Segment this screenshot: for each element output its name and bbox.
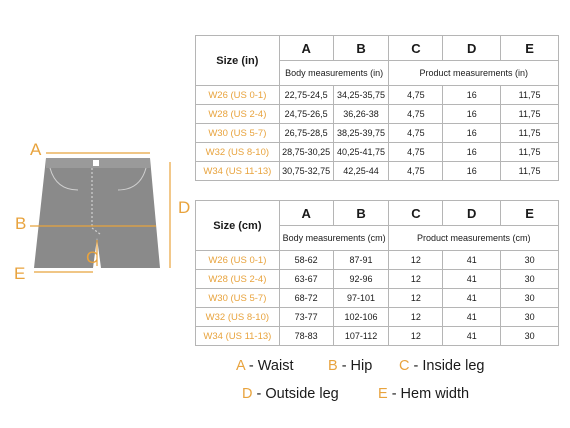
shorts-illustration bbox=[0, 0, 200, 300]
legend-key-d: D bbox=[242, 386, 253, 402]
cell-b: 97-101 bbox=[333, 289, 389, 308]
cell-d: 41 bbox=[443, 327, 501, 346]
button bbox=[93, 160, 99, 166]
legend-waist bbox=[236, 358, 293, 374]
col-header-d: D bbox=[443, 201, 501, 226]
cell-e: 11,75 bbox=[501, 124, 559, 143]
size-label: W26 (US 0-1) bbox=[196, 251, 280, 270]
cell-c: 12 bbox=[389, 270, 443, 289]
cell-e: 30 bbox=[501, 270, 559, 289]
cell-c: 12 bbox=[389, 251, 443, 270]
size-label: W26 (US 0-1) bbox=[196, 86, 280, 105]
cell-d: 41 bbox=[443, 308, 501, 327]
col-header-c: C bbox=[389, 201, 443, 226]
size-header: Size (cm) bbox=[196, 201, 280, 251]
cell-a: 68-72 bbox=[279, 289, 333, 308]
table-row bbox=[196, 270, 559, 289]
col-header-b: B bbox=[333, 36, 389, 61]
cell-e: 30 bbox=[501, 251, 559, 270]
cell-c: 4,75 bbox=[389, 86, 443, 105]
product-measurements-header: Product measurements (cm) bbox=[389, 226, 559, 251]
cell-d: 41 bbox=[443, 270, 501, 289]
cell-a: 24,75-26,5 bbox=[279, 105, 333, 124]
cell-b: 36,26-38 bbox=[333, 105, 389, 124]
legend-hem-width bbox=[378, 386, 469, 402]
cell-c: 4,75 bbox=[389, 162, 443, 181]
cell-a: 78-83 bbox=[279, 327, 333, 346]
cell-c: 12 bbox=[389, 289, 443, 308]
cell-a: 26,75-28,5 bbox=[279, 124, 333, 143]
cell-d: 41 bbox=[443, 251, 501, 270]
body-measurements-header: Body measurements (cm) bbox=[279, 226, 389, 251]
cell-a: 58-62 bbox=[279, 251, 333, 270]
legend-text-d: - Outside leg bbox=[252, 386, 339, 402]
letter-c: C bbox=[86, 248, 99, 267]
cell-d: 16 bbox=[443, 162, 501, 181]
cell-e: 11,75 bbox=[501, 105, 559, 124]
letter-b: B bbox=[15, 214, 27, 233]
cell-e: 30 bbox=[501, 289, 559, 308]
size-label: W34 (US 11-13) bbox=[196, 162, 280, 181]
size-label: W32 (US 8-10) bbox=[196, 143, 280, 162]
table-row bbox=[196, 143, 559, 162]
cell-c: 12 bbox=[389, 327, 443, 346]
cell-e: 11,75 bbox=[501, 143, 559, 162]
cell-a: 30,75-32,75 bbox=[279, 162, 333, 181]
cell-a: 22,75-24,5 bbox=[279, 86, 333, 105]
legend-text-a: - Waist bbox=[244, 358, 294, 374]
cell-c: 4,75 bbox=[389, 143, 443, 162]
legend-hip bbox=[328, 358, 372, 374]
col-header-a: A bbox=[279, 36, 333, 61]
cell-d: 16 bbox=[443, 86, 501, 105]
letter-d: D bbox=[178, 198, 191, 217]
table-row bbox=[196, 327, 559, 346]
cell-c: 4,75 bbox=[389, 105, 443, 124]
cell-e: 11,75 bbox=[501, 86, 559, 105]
legend-outside-leg bbox=[242, 386, 339, 402]
cell-b: 92-96 bbox=[333, 270, 389, 289]
size-label: W30 (US 5-7) bbox=[196, 289, 280, 308]
cell-e: 30 bbox=[501, 308, 559, 327]
cell-b: 42,25-44 bbox=[333, 162, 389, 181]
legend-key-a: A bbox=[236, 358, 245, 374]
cell-d: 16 bbox=[443, 124, 501, 143]
legend-key-e: E bbox=[378, 386, 388, 402]
table-row bbox=[196, 105, 559, 124]
table-row bbox=[196, 289, 559, 308]
size-label: W28 (US 2-4) bbox=[196, 105, 280, 124]
cell-d: 16 bbox=[443, 143, 501, 162]
table-row bbox=[196, 162, 559, 181]
body-measurements-header: Body measurements (in) bbox=[279, 61, 389, 86]
size-label: W30 (US 5-7) bbox=[196, 124, 280, 143]
size-label: W34 (US 11-13) bbox=[196, 327, 280, 346]
col-header-e: E bbox=[501, 201, 559, 226]
cell-e: 11,75 bbox=[501, 162, 559, 181]
legend-text-e: - Hem width bbox=[387, 386, 470, 402]
cell-a: 73-77 bbox=[279, 308, 333, 327]
letter-a: A bbox=[30, 140, 42, 159]
cell-d: 16 bbox=[443, 105, 501, 124]
product-measurements-header: Product measurements (in) bbox=[389, 61, 559, 86]
cell-b: 38,25-39,75 bbox=[333, 124, 389, 143]
size-table-cm bbox=[195, 200, 559, 346]
col-header-a: A bbox=[279, 201, 333, 226]
cell-c: 12 bbox=[389, 308, 443, 327]
size-label: W32 (US 8-10) bbox=[196, 308, 280, 327]
cell-c: 4,75 bbox=[389, 124, 443, 143]
size-header: Size (in) bbox=[196, 36, 280, 86]
cell-b: 87-91 bbox=[333, 251, 389, 270]
cell-b: 107-112 bbox=[333, 327, 389, 346]
table-row bbox=[196, 86, 559, 105]
legend-text-c: - Inside leg bbox=[409, 358, 485, 374]
cell-b: 40,25-41,75 bbox=[333, 143, 389, 162]
legend-inside-leg bbox=[399, 358, 484, 374]
cell-a: 63-67 bbox=[279, 270, 333, 289]
table-row bbox=[196, 124, 559, 143]
table-row bbox=[196, 251, 559, 270]
col-header-e: E bbox=[501, 36, 559, 61]
legend-key-c: C bbox=[399, 358, 410, 374]
letter-e: E bbox=[14, 264, 26, 283]
cell-a: 28,75-30,25 bbox=[279, 143, 333, 162]
size-label: W28 (US 2-4) bbox=[196, 270, 280, 289]
col-header-d: D bbox=[443, 36, 501, 61]
legend-text-b: - Hip bbox=[337, 358, 373, 374]
cell-b: 102-106 bbox=[333, 308, 389, 327]
cell-b: 34,25-35,75 bbox=[333, 86, 389, 105]
col-header-c: C bbox=[389, 36, 443, 61]
size-table-inches bbox=[195, 35, 559, 181]
legend-key-b: B bbox=[328, 358, 338, 374]
col-header-b: B bbox=[333, 201, 389, 226]
cell-d: 41 bbox=[443, 289, 501, 308]
table-row bbox=[196, 308, 559, 327]
cell-e: 30 bbox=[501, 327, 559, 346]
